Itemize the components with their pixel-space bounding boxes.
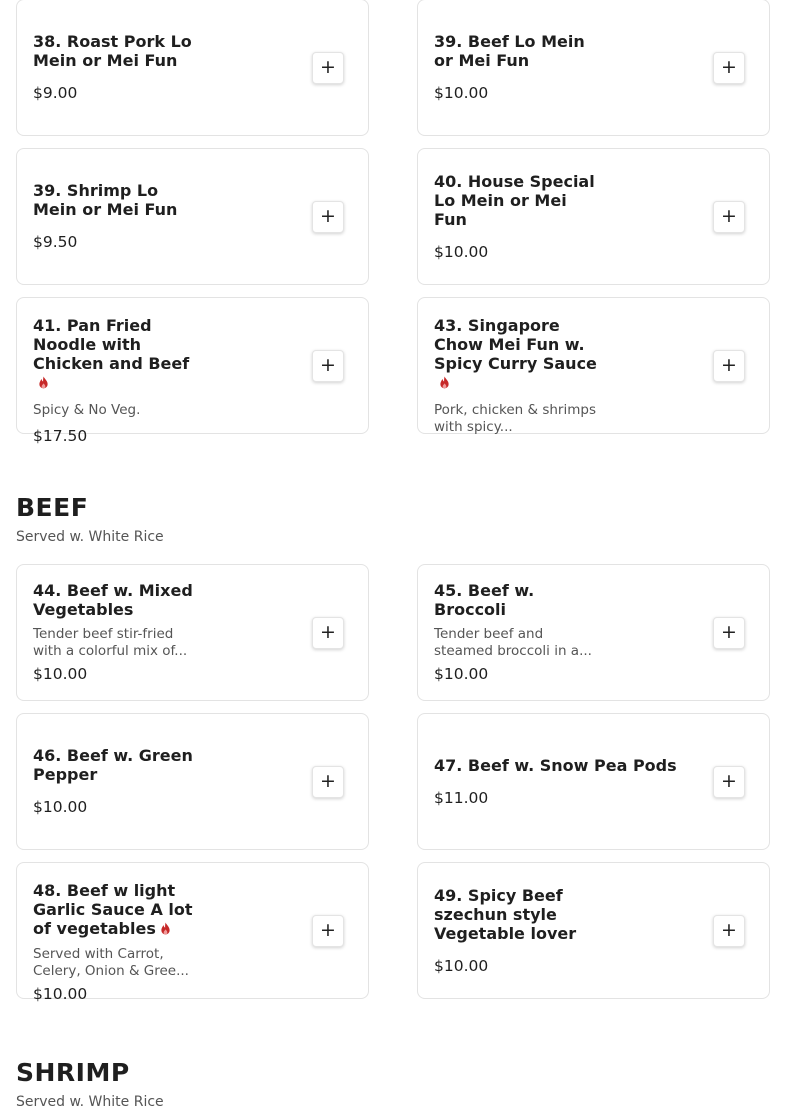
- add-to-cart-button[interactable]: [312, 617, 344, 649]
- menu-item-card[interactable]: [16, 862, 369, 1003]
- add-to-cart-button[interactable]: [713, 52, 745, 84]
- item-title: 49. Spicy Beef szechun style Vegetable lover: [434, 885, 577, 943]
- menu-item-card[interactable]: [417, 564, 770, 701]
- item-price: $10.00: [434, 956, 489, 975]
- plus-icon: +: [320, 621, 336, 643]
- item-price: $10.00: [434, 84, 489, 102]
- item-price: $10.00: [434, 242, 489, 261]
- plus-icon: +: [320, 354, 336, 376]
- item-title: 46. Beef w. Green Pepper: [33, 746, 193, 784]
- item-description: Tender beef and steamed broccoli in a...: [434, 626, 592, 659]
- item-title: 45. Beef w. Broccoli: [434, 581, 535, 619]
- add-to-cart-button[interactable]: [312, 52, 344, 84]
- menu-item-card[interactable]: [417, 148, 770, 285]
- section-subtitle: Served w. White Rice: [16, 529, 164, 545]
- menu-item-card[interactable]: [16, 148, 369, 285]
- flame-icon: [38, 376, 49, 389]
- item-description: Pork, chicken & shrimps with spicy...: [434, 401, 596, 435]
- plus-icon: +: [721, 621, 737, 643]
- item-price: $10.00: [33, 798, 88, 816]
- plus-icon: +: [320, 56, 336, 78]
- add-to-cart-button[interactable]: [713, 350, 745, 382]
- add-to-cart-button[interactable]: [713, 766, 745, 798]
- add-to-cart-button[interactable]: [312, 201, 344, 233]
- item-description: Spicy & No Veg.: [33, 401, 141, 418]
- item-title: 39. Shrimp Lo Mein or Mei Fun: [33, 181, 178, 219]
- flame-icon: [160, 922, 171, 935]
- menu-item-card[interactable]: [16, 564, 369, 701]
- section-title: BEEF: [16, 493, 89, 522]
- section-subtitle: Served w. White Rice: [16, 1094, 164, 1110]
- plus-icon: +: [721, 205, 737, 227]
- add-to-cart-button[interactable]: [713, 201, 745, 233]
- item-price: $17.50: [33, 426, 88, 445]
- flame-icon: [439, 376, 450, 389]
- plus-icon: +: [320, 770, 336, 792]
- item-price: $11.00: [434, 788, 489, 807]
- item-price: $9.00: [33, 84, 78, 102]
- item-price: $9.50: [33, 233, 78, 251]
- plus-icon: +: [721, 770, 737, 792]
- item-title: 40. House Special Lo Mein or Mei Fun: [434, 171, 595, 229]
- item-title-text: 48. Beef w light Garlic Sauce A lot of vegetables: [33, 881, 193, 938]
- menu-item-card[interactable]: [417, 862, 770, 999]
- plus-icon: +: [721, 354, 737, 376]
- menu-item-card[interactable]: [417, 0, 770, 136]
- menu-item-card[interactable]: [16, 713, 369, 850]
- add-to-cart-button[interactable]: [713, 617, 745, 649]
- item-title: 43. Singapore Chow Mei Fun w. Spicy Curry Sauce: [434, 316, 597, 373]
- menu-item-card[interactable]: [417, 713, 770, 850]
- add-to-cart-button[interactable]: [713, 915, 745, 947]
- item-price: $10.00: [434, 665, 489, 683]
- item-title: 38. Roast Pork Lo Mein or Mei Fun: [33, 32, 192, 70]
- item-description: Tender beef stir-fried with a colorful mix of...: [33, 626, 188, 659]
- item-title: [33, 881, 198, 938]
- item-title: 44. Beef w. Mixed Vegetables: [33, 581, 193, 619]
- plus-icon: +: [320, 919, 336, 941]
- plus-icon: +: [721, 919, 737, 941]
- menu-item-card[interactable]: [417, 297, 770, 434]
- add-to-cart-button[interactable]: [312, 350, 344, 382]
- plus-icon: +: [721, 56, 737, 78]
- item-title: 47. Beef w. Snow Pea Pods: [434, 755, 677, 775]
- item-price: $10.00: [33, 985, 88, 1003]
- item-title: 39. Beef Lo Mein or Mei Fun: [434, 32, 585, 70]
- item-description: Served with Carrot, Celery, Onion & Gree...: [33, 946, 189, 979]
- section-title: SHRIMP: [16, 1058, 130, 1087]
- menu-item-card[interactable]: [16, 297, 369, 445]
- add-to-cart-button[interactable]: [312, 915, 344, 947]
- plus-icon: +: [320, 205, 336, 227]
- item-title: 41. Pan Fried Noodle with Chicken and Beef: [33, 316, 190, 373]
- item-price: $10.00: [33, 665, 88, 683]
- menu-item-card[interactable]: [16, 0, 369, 136]
- add-to-cart-button[interactable]: [312, 766, 344, 798]
